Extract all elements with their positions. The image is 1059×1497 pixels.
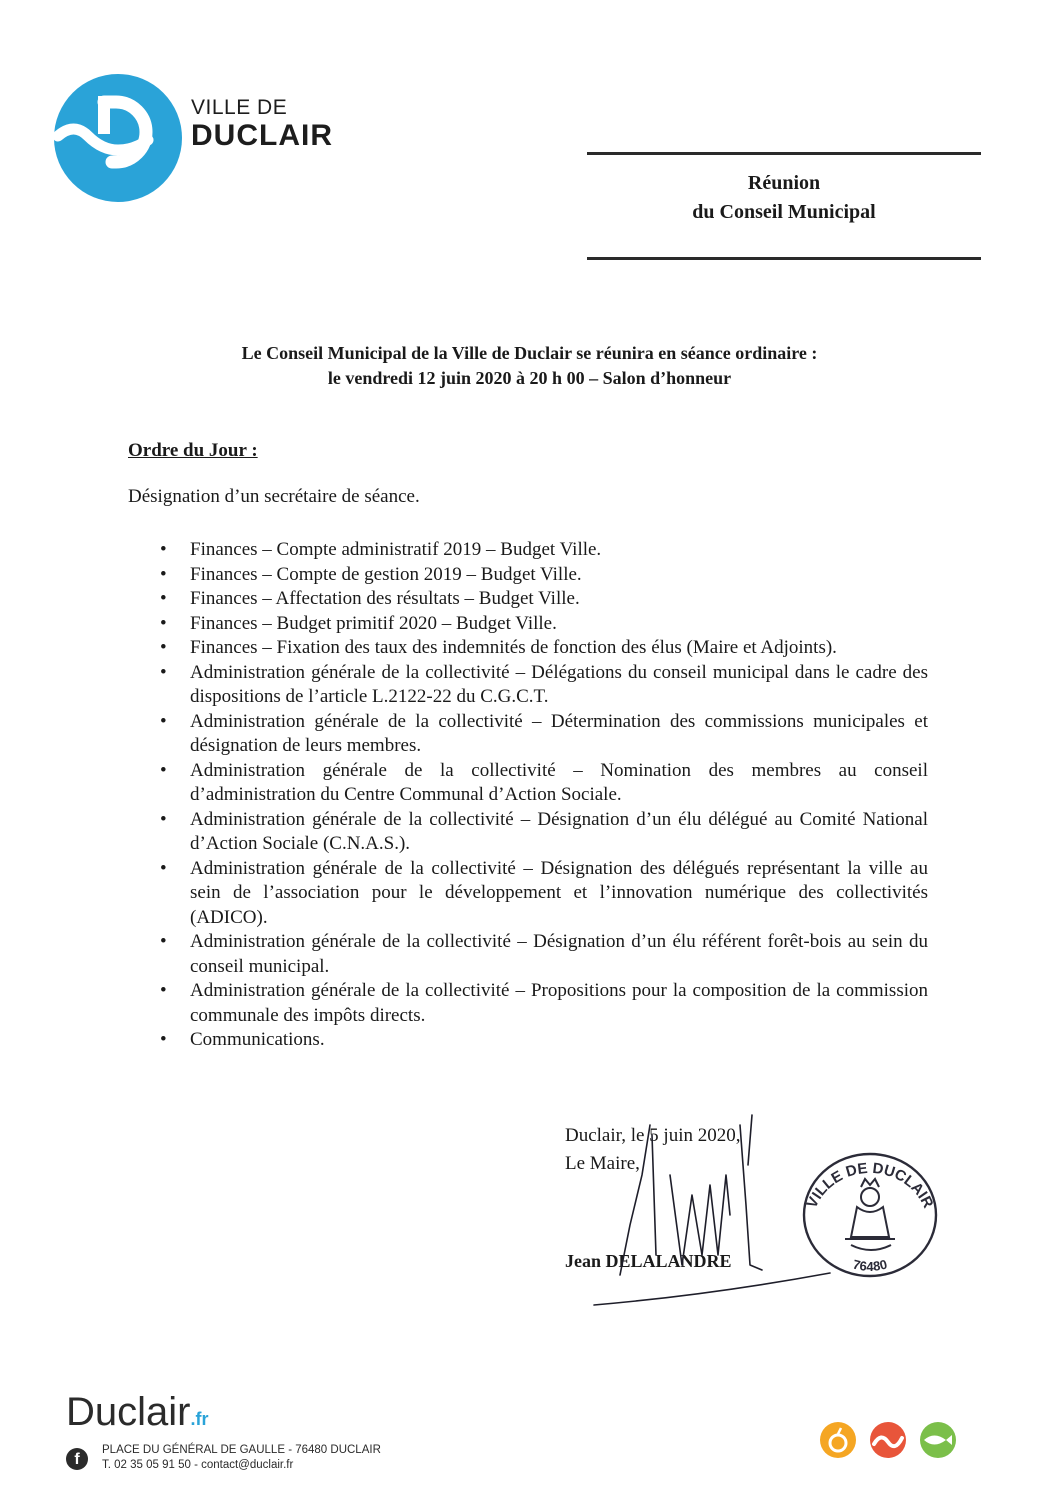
footer-badges <box>818 1420 968 1460</box>
agenda-item: • Administration générale de la collectivité – Propositions pour la composition de la commission communale des impôts directs. <box>160 980 928 1026</box>
logo-ville-de: VILLE DE <box>191 96 288 119</box>
agenda-secretary: Désignation d’un secrétaire de séance. <box>128 486 420 507</box>
agenda-item: • Finances – Compte de gestion 2019 – Budget Ville. <box>160 563 928 588</box>
footer-brand-tld: .fr <box>190 1409 209 1429</box>
agenda-list <box>160 538 928 1053</box>
agenda-item: • Finances – Budget primitif 2020 – Budget Ville. <box>160 612 928 637</box>
agenda-item: • Administration générale de la collectivité – Délégations du conseil municipal dans le cadre des dispositions de l’article L.2122-22 du C.G.C.T. <box>160 661 928 707</box>
facebook-icon[interactable]: f <box>66 1448 88 1470</box>
signature-name: Jean DELALANDRE <box>565 1251 732 1271</box>
stamp-text: VILLE DE DUCLAIR <box>803 1159 937 1211</box>
bullet-icon: • <box>160 808 167 830</box>
footer-address: PLACE DU GÉNÉRAL DE GAULLE - 76480 DUCLAIR <box>102 1444 381 1456</box>
agenda-item: • Administration générale de la collectivité – Désignation d’un élu délégué au Comité National d’Action Sociale (C.N.A.S.). <box>160 808 928 854</box>
bullet-icon: • <box>160 980 167 1001</box>
duclair-logo-icon <box>52 72 184 204</box>
agenda-item: • Administration générale de la collectivité – Détermination des commissions municipales et désignation de leurs membres. <box>160 710 928 756</box>
bullet-icon: • <box>160 661 167 683</box>
agenda-item: • Communications. <box>160 1028 928 1053</box>
bullet-icon: • <box>160 637 167 658</box>
fish-badge-icon <box>920 1422 956 1458</box>
title-conseil-municipal: du Conseil Municipal <box>692 201 876 223</box>
town-seal-stamp <box>795 1145 945 1280</box>
footer-address-block <box>102 1443 381 1473</box>
bullet-icon: • <box>160 710 167 732</box>
footer-brand: Duclair.fr <box>66 1390 209 1434</box>
agenda-heading: Ordre du Jour : <box>128 440 258 461</box>
bullet-icon: • <box>160 931 167 952</box>
bullet-icon: • <box>160 563 167 585</box>
title-rule-bottom <box>587 257 981 260</box>
bullet-icon: • <box>160 539 167 560</box>
stamp-code: 76480 <box>851 1256 889 1274</box>
footer-contact: T. 02 35 05 91 50 - contact@duclair.fr <box>102 1459 294 1471</box>
intro-line-1: Le Conseil Municipal de la Ville de Duclair se réunira en séance ordinaire : <box>241 343 818 363</box>
signature-role: Le Maire, <box>565 1153 640 1174</box>
agenda-item: • Finances – Compte administratif 2019 – Budget Ville. <box>160 538 928 563</box>
bullet-icon: • <box>160 612 167 634</box>
logo-duclair: DUCLAIR <box>191 119 333 152</box>
intro-line-2: le vendredi 12 juin 2020 à 20 h 00 – Salon d’honneur <box>327 368 732 388</box>
agenda-item: • Administration générale de la collectivité – Désignation des délégués représentant la ville au sein de l’association pour le développement et l’innovation numérique des collectivités (ADICO). <box>160 857 928 928</box>
svg-text:76480 <box>851 1257 888 1274</box>
title-rule-top <box>587 152 981 155</box>
bullet-icon: • <box>160 588 167 609</box>
agenda-item: • Administration générale de la collectivité – Nomination des membres au conseil d’administration du Centre Communal d’Action Sociale. <box>160 759 928 805</box>
signature-place-date: Duclair, le 5 juin 2020, <box>565 1125 741 1146</box>
bullet-icon: • <box>160 857 167 879</box>
agenda-item: • Administration générale de la collectivité – Désignation d’un élu référent forêt-bois au sein du conseil municipal. <box>160 931 928 977</box>
title-reunion: Réunion <box>747 172 821 194</box>
wave-badge-icon <box>870 1422 906 1458</box>
agenda-item: • Finances – Affectation des résultats – Budget Ville. <box>160 587 928 612</box>
fruit-badge-icon <box>820 1422 856 1458</box>
bullet-icon: • <box>160 1029 167 1050</box>
bullet-icon: • <box>160 759 167 781</box>
agenda-item: • Finances – Fixation des taux des indemnités de fonction des élus (Maire et Adjoints). <box>160 636 928 661</box>
